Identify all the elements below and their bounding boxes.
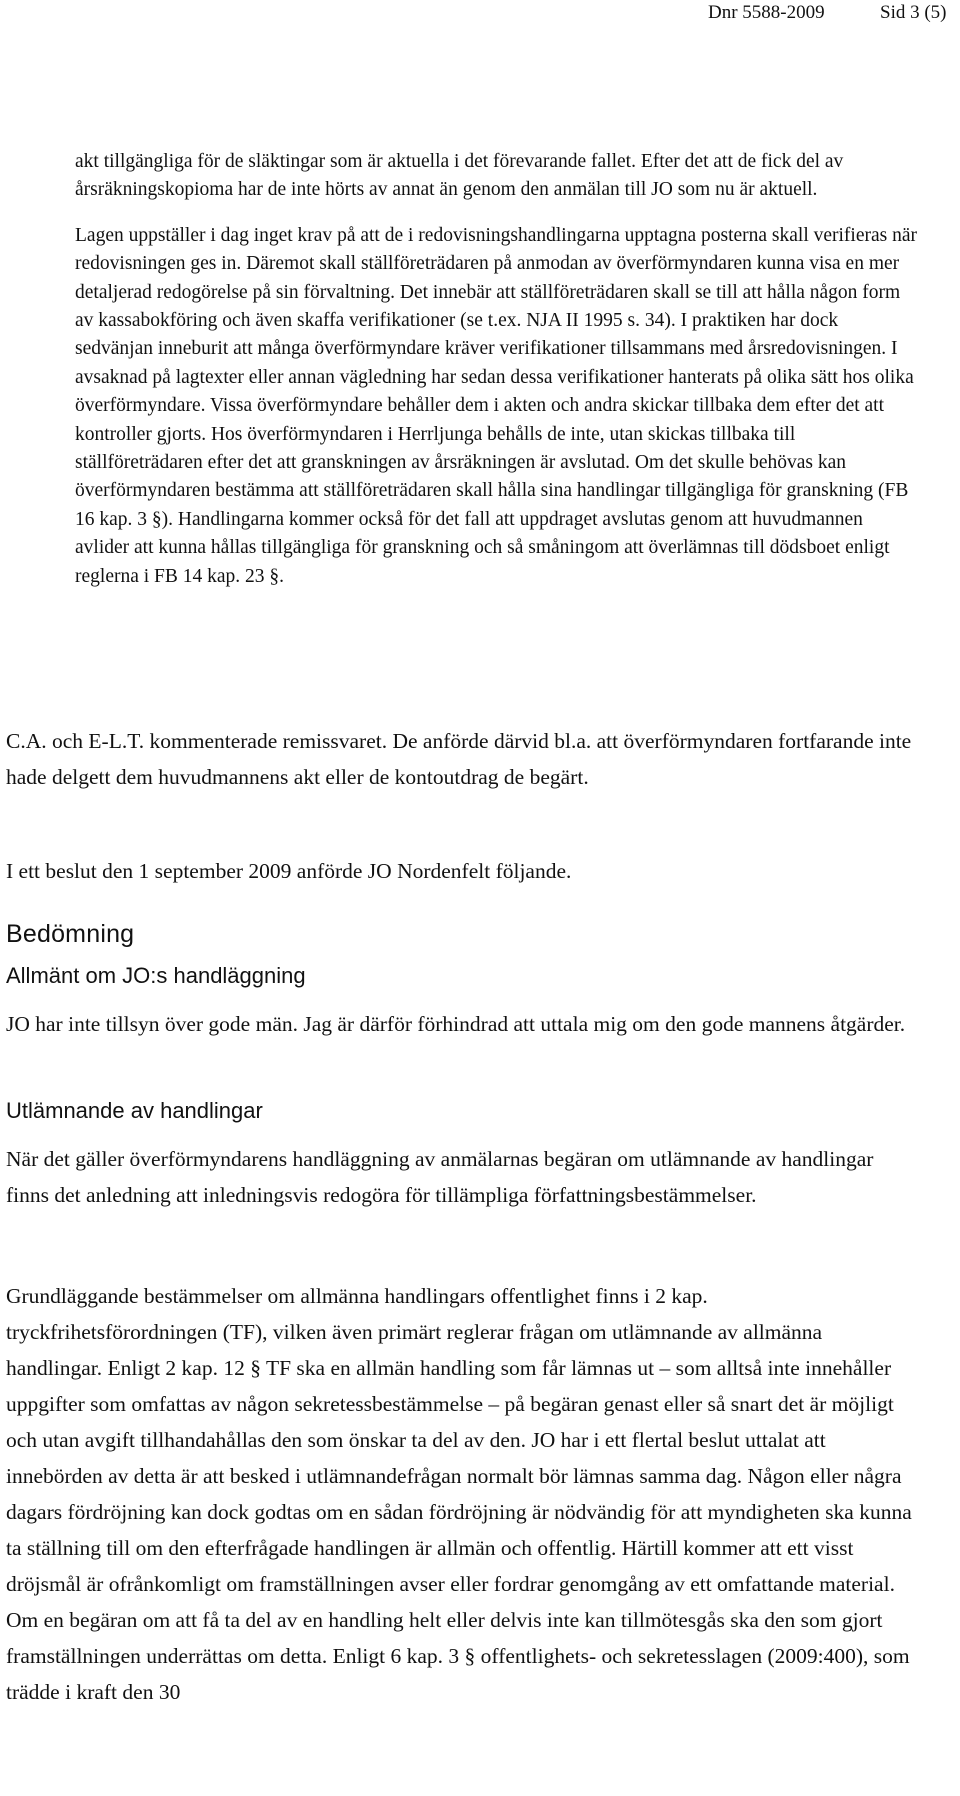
section-heading: Bedömning bbox=[6, 920, 135, 948]
quote-paragraph: akt tillgängliga för de släktingar som är aktuella i det förevarande fallet. Efter det att de fick del av årsräkningskopioma har de inte hörts av annat än genom den anmälan till JO som nu är aktuell. bbox=[75, 151, 844, 201]
body-paragraph: Grundläggande bestämmelser om allmänna handlingars offentlighet finns i 2 kap. tryckfrihetsförordningen (TF), vilken även primärt reglerar frågan om utlämnande av allmänna handlingar. Enligt 2 kap. 12 § TF ska en allmän handling som får lämnas ut – som alltså inte innehåller uppgifter som omfattas av någon sekretessbestämmelse – på begäran genast eller så snart det är möjligt och utan avgift tillhandahållas den som önskar ta del av den. JO har i ett flertal beslut uttalat att innebörden av detta är att besked i utlämnandefrågan normalt bör lämnas samma dag. Någon eller några dagars fördröjning kan dock godtas om en sådan fördröjning är nödvändig för att myndigheten ska kunna ta ställning till om den efterfrågade handlingen är allmän och offentlig. Härtill kommer att ett visst dröjsmål är ofrånkomligt om framställningen avser eller fordrar genomgång av ett omfattande material. Om en begäran om att få ta del av en handling helt eller delvis inte kan tillmötesgås ska den som gjort framställningen underrättas om detta. Enligt 6 kap. 3 § offentlighets- och sekretesslagen (2009:400), som trädde i kraft den 30 bbox=[6, 1284, 912, 1704]
body-paragraph: JO har inte tillsyn över gode män. Jag är därför förhindrad att uttala mig om den gode mannens åtgärder. bbox=[6, 1012, 906, 1036]
subsection-heading: Allmänt om JO:s handläggning bbox=[6, 963, 306, 988]
page-number: Sid 3 (5) bbox=[880, 2, 947, 23]
quoted-response bbox=[75, 148, 920, 608]
page-header bbox=[0, 0, 960, 30]
body-paragraph: När det gäller överförmyndarens handläggning av anmälarnas begäran om utlämnande av handlingar finns det anledning att inledningsvis redogöra för tillämpliga författningsbestämmelser. bbox=[6, 1147, 874, 1207]
body-paragraph: I ett beslut den 1 september 2009 anförde JO Nordenfelt följande. bbox=[6, 859, 572, 883]
quote-paragraph: Lagen uppställer i dag inget krav på att de i redovisningshandlingarna upptagna posterna skall verifieras när redovisningen ges in. Däremot skall ställföreträdaren på anmodan av överförmyndaren kunna visa en mer detaljerad redogörelse på sin förvaltning. Det innebär att ställföreträdaren skall se till att hålla någon form av kassabokföring och även skaffa verifikationer (se t.ex. NJA II 1995 s. 34). I praktiken har dock sedvänjan inneburit att många överförmyndare kräver verifikationer tillsammans med årsredovisningen. I avsaknad på lagtexter eller annan vägledning har sedan dessa verifikationer hanterats på olika sätt hos olika överförmyndare. Vissa överförmyndare behåller dem i akten och andra skickar tillbaka dem efter det att kontroller gjorts. Hos överförmyndaren i Herrljunga behålls de inte, utan skickas tillbaka till ställföreträdaren efter det att granskningen av årsräkningen är avslutad. Om det skulle behövas kan överförmyndaren bestämma att ställföreträdaren skall hålla sina handlingar tillgängliga för granskning (FB 16 kap. 3 §). Handlingarna kommer också för det fall att uppdraget avslutas genom att huvudmannen avlider att kunna hållas tillgängliga för granskning och så småningom att överlämnas till dödsboet enligt reglerna i FB 14 kap. 23 §. bbox=[75, 224, 918, 587]
body-paragraph: C.A. och E-L.T. kommenterade remissvaret. De anförde därvid bl.a. att överförmyndaren fortfarande inte hade delgett dem huvudmannens akt eller de kontoutdrag de begärt. bbox=[6, 729, 912, 789]
subsection-heading: Utlämnande av handlingar bbox=[6, 1098, 263, 1123]
document-number: Dnr 5588-2009 bbox=[708, 2, 825, 23]
